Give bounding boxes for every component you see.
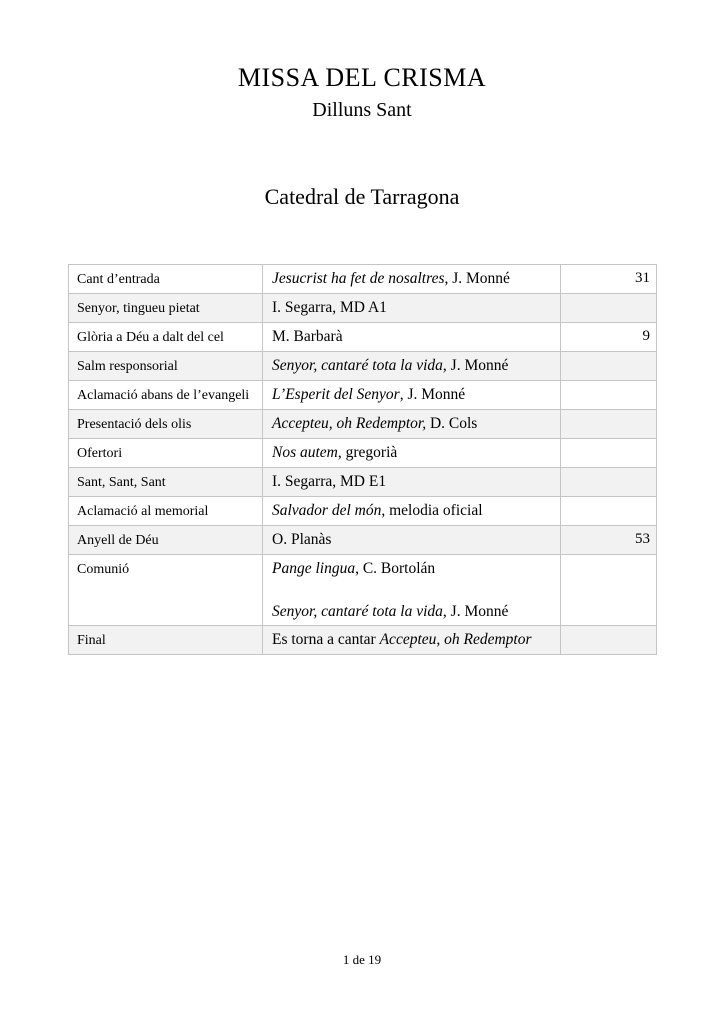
- row-page-number: [561, 352, 657, 381]
- piece-line: O. Planàs: [272, 531, 332, 548]
- row-piece-title: [263, 323, 561, 352]
- row-page-number: [561, 381, 657, 410]
- table-row: [69, 468, 657, 497]
- piece-line: Pange lingua, C. Bortolán: [272, 560, 436, 577]
- table-row: [69, 381, 657, 410]
- row-moment-label: Final: [69, 626, 263, 655]
- row-moment-label: Glòria a Déu a dalt del cel: [69, 323, 263, 352]
- program-table-body: [69, 265, 657, 655]
- row-piece-title: [263, 352, 561, 381]
- piece-line: Jesucrist ha fet de nosaltres, J. Monné: [272, 270, 510, 287]
- row-page-number: [561, 626, 657, 655]
- row-piece-title: [263, 555, 561, 626]
- piece-line: Accepteu, oh Redemptor, D. Cols: [272, 415, 478, 432]
- row-page-number: [561, 294, 657, 323]
- row-piece-title: [263, 265, 561, 294]
- page-title: MISSA DEL CRISMA: [237, 63, 487, 92]
- piece-line: I. Segarra, MD A1: [272, 299, 387, 316]
- row-moment-label: Aclamació abans de l’evangeli: [69, 381, 263, 410]
- piece-line: L’Esperit del Senyor, J. Monné: [272, 386, 466, 403]
- page-number: 1 de 19: [342, 952, 382, 967]
- page-subtitle: Dilluns Sant: [312, 98, 412, 121]
- row-moment-label: Presentació dels olis: [69, 410, 263, 439]
- table-row: [69, 497, 657, 526]
- row-moment-label: Senyor, tingueu pietat: [69, 294, 263, 323]
- row-piece-title: [263, 526, 561, 555]
- row-page-number: 31: [561, 265, 657, 294]
- row-moment-label: Ofertori: [69, 439, 263, 468]
- row-moment-label: Comunió: [69, 555, 263, 626]
- row-page-number: [561, 555, 657, 626]
- venue-title: Catedral de Tarragona: [264, 184, 460, 209]
- piece-line: Es torna a cantar Accepteu, oh Redemptor: [272, 631, 532, 648]
- piece-line: M. Barbarà: [272, 328, 343, 345]
- table-row: [69, 323, 657, 352]
- program-table: [68, 264, 657, 655]
- row-piece-title: [263, 410, 561, 439]
- row-piece-title: [263, 439, 561, 468]
- row-piece-title: [263, 468, 561, 497]
- row-page-number: [561, 468, 657, 497]
- table-row: [69, 352, 657, 381]
- row-moment-label: Sant, Sant, Sant: [69, 468, 263, 497]
- row-piece-title: [263, 497, 561, 526]
- piece-line: Senyor, cantaré tota la vida, J. Monné: [272, 603, 509, 620]
- piece-line: Nos autem, gregorià: [272, 444, 398, 461]
- piece-line: I. Segarra, MD E1: [272, 473, 387, 490]
- row-page-number: [561, 439, 657, 468]
- table-row: [69, 626, 657, 655]
- table-row: [69, 265, 657, 294]
- row-moment-label: Anyell de Déu: [69, 526, 263, 555]
- table-row: [69, 410, 657, 439]
- document-header: [0, 64, 724, 121]
- table-row: [69, 439, 657, 468]
- row-page-number: 9: [561, 323, 657, 352]
- table-row: [69, 526, 657, 555]
- row-piece-title: [263, 626, 561, 655]
- row-moment-label: Aclamació al memorial: [69, 497, 263, 526]
- row-page-number: [561, 410, 657, 439]
- piece-line: Salvador del món, melodia oficial: [272, 502, 483, 519]
- row-page-number: 53: [561, 526, 657, 555]
- table-row: [69, 555, 657, 626]
- row-page-number: [561, 497, 657, 526]
- row-piece-title: [263, 381, 561, 410]
- row-moment-label: Cant d’entrada: [69, 265, 263, 294]
- piece-line: Senyor, cantaré tota la vida, J. Monné: [272, 357, 509, 374]
- row-moment-label: Salm responsorial: [69, 352, 263, 381]
- table-row: [69, 294, 657, 323]
- row-piece-title: [263, 294, 561, 323]
